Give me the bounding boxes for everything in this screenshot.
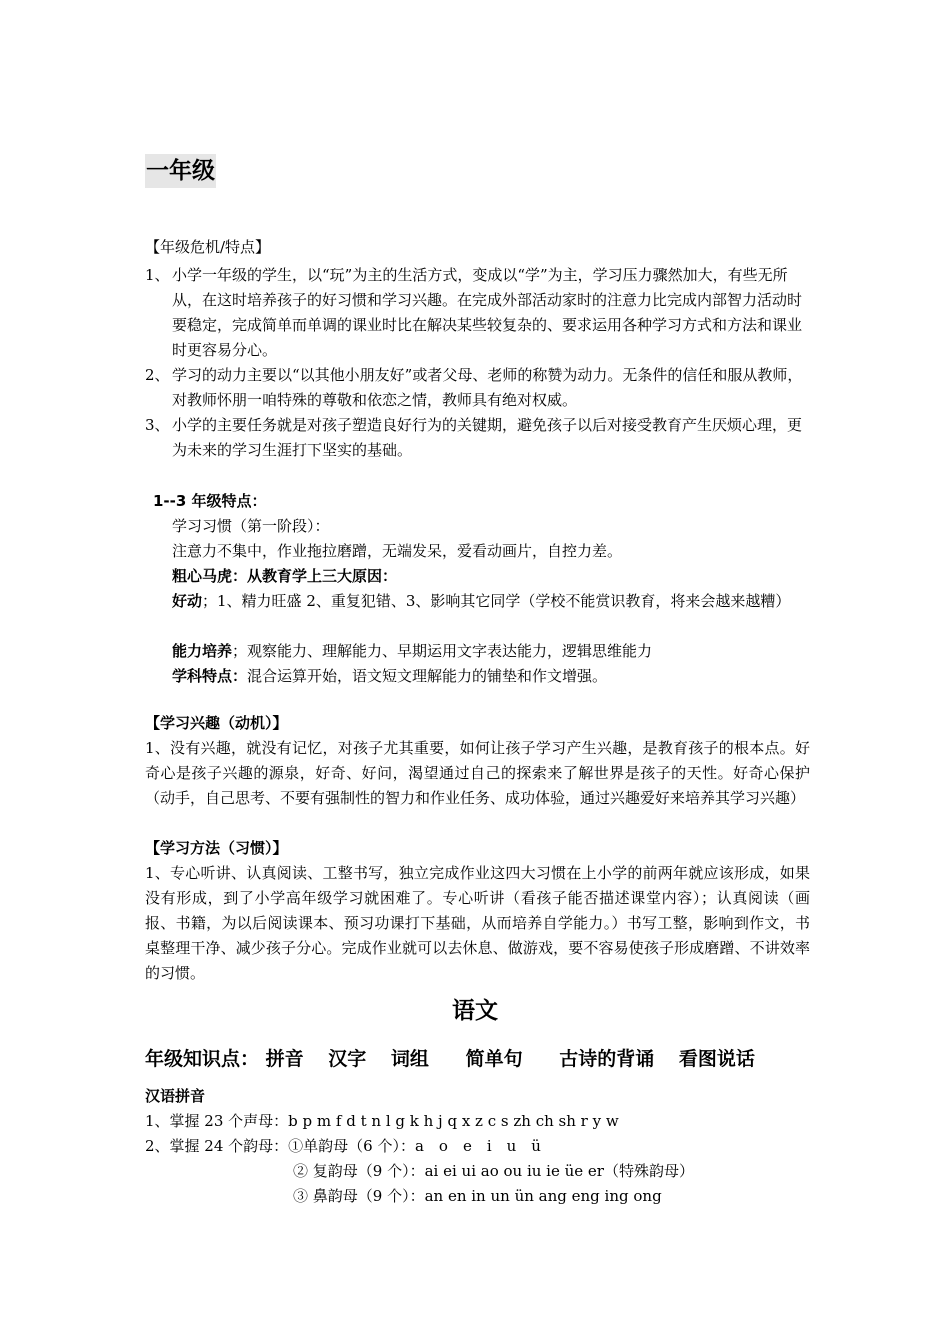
grades13-header: 1--3 年级特点： bbox=[153, 492, 267, 510]
crisis-item-number: 3、 bbox=[145, 416, 170, 434]
subject-label: 学科特点： bbox=[172, 667, 248, 685]
ability-text: ；观察能力、理解能力、早期运用文字表达能力，逻辑思维能力 bbox=[232, 642, 653, 660]
method-header: 【学习方法（习惯）】 bbox=[145, 839, 288, 857]
active-label: 好动 bbox=[172, 592, 203, 610]
grade-title: 一年级 bbox=[145, 154, 216, 188]
knowledge-points bbox=[145, 1044, 773, 1074]
crisis-item-number: 1、 bbox=[145, 266, 170, 284]
knowledge-label: 年级知识点： bbox=[145, 1048, 260, 1070]
knowledge-item: 古诗的背诵 bbox=[559, 1048, 655, 1070]
crisis-item-1 bbox=[145, 263, 810, 363]
knowledge-item: 简单句 bbox=[465, 1048, 523, 1070]
ability-label: 能力培养 bbox=[172, 642, 233, 660]
grades13-careless: 粗心马虎：从教育学上三大原因： bbox=[172, 567, 398, 585]
pinyin-finals-compound: ② 复韵母（9 个）：ai ei ui ao ou iu ie üe er（特殊韵母） bbox=[293, 1162, 694, 1180]
pinyin-initials: 1、掌握 23 个声母：b p m f d t n l g k h j q x z c s zh ch sh r y w bbox=[145, 1112, 619, 1130]
crisis-item-number: 2、 bbox=[145, 366, 170, 384]
knowledge-item: 汉字 bbox=[328, 1048, 367, 1070]
knowledge-item: 看图说话 bbox=[678, 1048, 755, 1070]
crisis-header: 【年级危机/特点】 bbox=[145, 238, 271, 256]
active-text: ；1、精力旺盛 2、重复犯错、3、影响其它同学（学校不能赏识教育，将来会越来越糟） bbox=[202, 592, 791, 610]
grades13-attention: 注意力不集中，作业拖拉磨蹭，无端发呆，爱看动画片，自控力差。 bbox=[172, 542, 623, 560]
crisis-item-3 bbox=[145, 413, 810, 463]
subject-title: 语文 bbox=[452, 998, 498, 1024]
method-text: 1、专心听讲、认真阅读、工整书写，独立完成作业这四大习惯在上小学的前两年就应该形成，如果没有形成，到了小学高年级学习就困难了。专心听讲（看孩子能否描述课堂内容）；认真阅读（画报、书籍，为以后阅读课本、预习功课打下基础，从而培养自学能力。）书写工整，影响到作文，书桌整理干净、减少孩子分心。完成作业就可以去休息、做游戏，要不容易使孩子形成磨蹭、不讲效率的习惯。 bbox=[145, 864, 810, 982]
interest-header: 【学习兴趣（动机）】 bbox=[145, 714, 288, 732]
grades13-ability bbox=[172, 639, 810, 664]
knowledge-item: 词组 bbox=[390, 1048, 429, 1070]
pinyin-finals-simple: 2、掌握 24 个韵母：①单韵母（6 个）：a o e i u ü bbox=[145, 1137, 541, 1155]
grades13-habit: 学习习惯（第一阶段）： bbox=[172, 517, 330, 535]
grades13-active bbox=[172, 589, 810, 614]
subject-text: 混合运算开始，语文短文理解能力的铺垫和作文增强。 bbox=[247, 667, 608, 685]
grades13-subject bbox=[172, 664, 810, 689]
crisis-item-text: 小学的主要任务就是对孩子塑造良好行为的关键期，避免孩子以后对接受教育产生厌烦心理，更为未来的学习生涯打下坚实的基础。 bbox=[172, 416, 803, 459]
crisis-item-text: 学习的动力主要以“以其他小朋友好”或者父母、老师的称赞为动力。无条件的信任和服从教师，对教师怀朋一咱特殊的尊敬和依恋之情，教师具有绝对权威。 bbox=[172, 366, 803, 409]
pinyin-header: 汉语拼音 bbox=[145, 1087, 206, 1105]
pinyin-finals-nasal: ③ 鼻韵母（9 个）：an en in un ün ang eng ing ong bbox=[293, 1187, 662, 1205]
crisis-item-2 bbox=[145, 363, 810, 413]
knowledge-item: 拼音 bbox=[265, 1048, 304, 1070]
interest-text: 1、没有兴趣，就没有记忆，对孩子尤其重要，如何让孩子学习产生兴趣，是教育孩子的根本点。好奇心是孩子兴趣的源泉，好奇、好问，渴望通过自己的探索来了解世界是孩子的天性。好奇心保护（动手，自己思考、不要有强制性的智力和作业任务、成功体验，通过兴趣爱好来培养其学习兴趣） bbox=[145, 739, 810, 807]
crisis-item-text: 小学一年级的学生，以“玩”为主的生活方式，变成以“学”为主，学习压力骤然加大，有些无所从，在这时培养孩子的好习惯和学习兴趣。在完成外部活动家时的注意力比完成内部智力活动时要稳定，完成简单而单调的课业时比在解决某些较复杂的、要求运用各种学习方式和方法和课业时更容易分心。 bbox=[172, 266, 803, 359]
